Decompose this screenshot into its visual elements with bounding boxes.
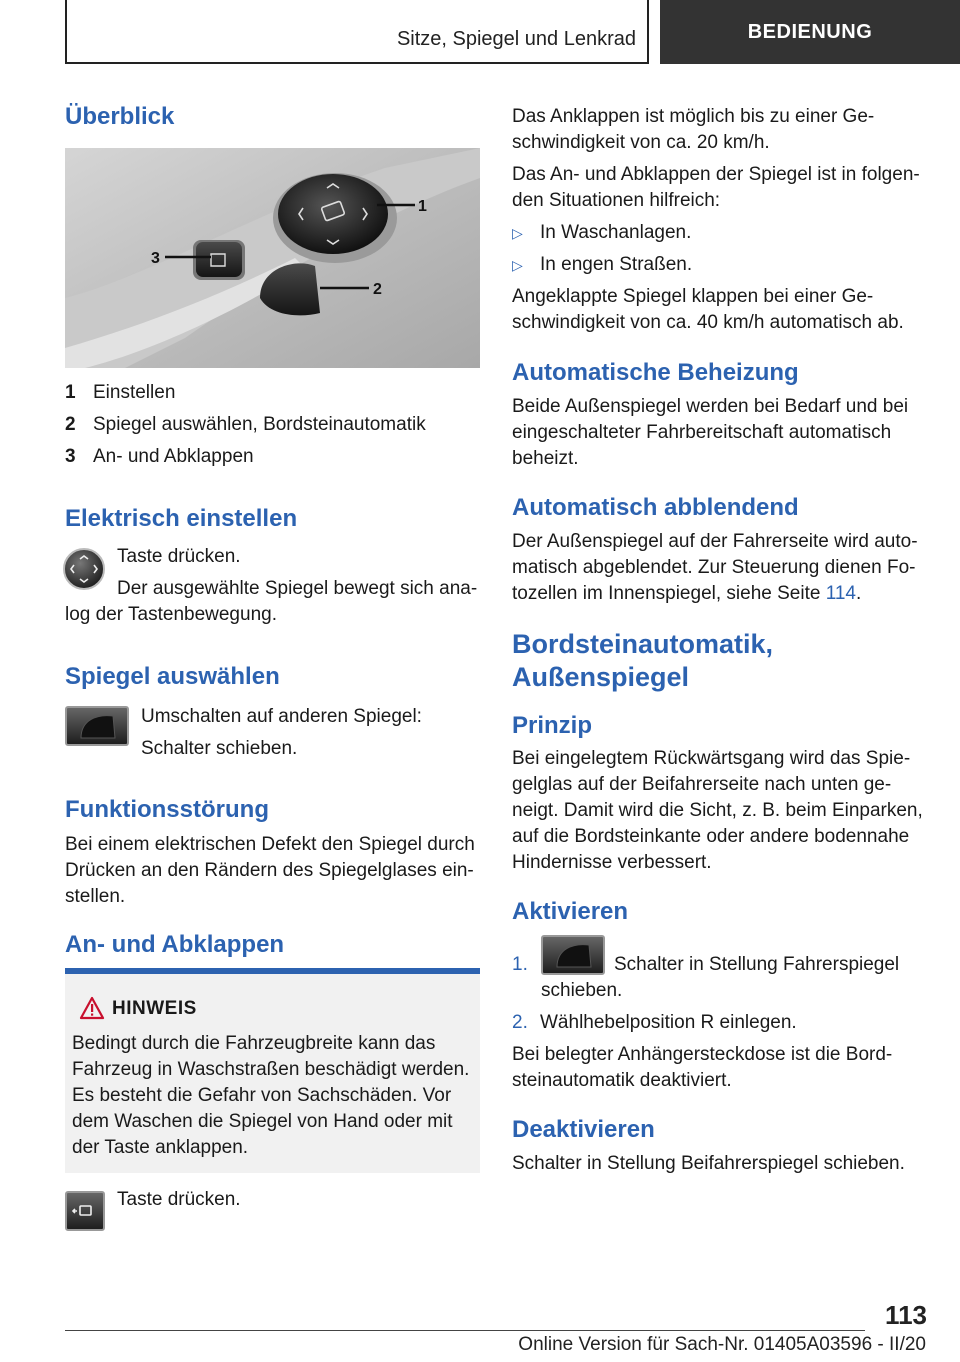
helpful-line: Das An- und Abklappen der Spiegel ist in folgen- xyxy=(512,164,920,185)
legend-item: 2 Spiegel auswählen, Bordsteinautomatik xyxy=(65,414,426,435)
helpful-line: den Situationen hilfreich: xyxy=(512,190,721,211)
notice-bar xyxy=(65,968,480,974)
principle-line: auf die Bordsteinkante oder andere bodennahe xyxy=(512,826,910,847)
photo-callout-1: 1 xyxy=(418,198,427,215)
principle-line: Hindernisse verbessert. xyxy=(512,852,712,873)
malfunction-line: stellen. xyxy=(65,886,126,907)
heading-activate: Aktivieren xyxy=(512,898,629,925)
legend-item: 3 An- und Abklappen xyxy=(65,446,254,467)
section-tab[interactable]: BEDIENUNG xyxy=(660,0,960,64)
heating-line: Beide Außenspiegel werden bei Bedarf und bei xyxy=(512,396,909,417)
page-reference-link[interactable]: 114 xyxy=(825,583,856,604)
mirror-switch-icon xyxy=(65,706,129,746)
heading-principle: Prinzip xyxy=(512,712,593,739)
dim-line: matisch abgeblendet. Zur Steuerung dienen Fo- xyxy=(512,557,916,578)
fold-text: Taste drücken. xyxy=(117,1189,241,1210)
step-1-text-cont: schieben. xyxy=(541,980,623,1001)
dim-line: Der Außenspiegel auf der Fahrerseite wird auto- xyxy=(512,531,918,552)
auto-fold-line: Angeklappte Spiegel klappen bei einer Ge- xyxy=(512,286,874,307)
heading-curb-automatic: Bordsteinautomatik, Außenspiegel xyxy=(512,629,774,692)
notice-line: dem Waschen die Spiegel von Hand oder mit xyxy=(72,1111,453,1132)
heating-line: eingeschalteter Fahrbereitschaft automatisch xyxy=(512,422,892,443)
warning-triangle-icon xyxy=(79,996,105,1020)
dim-line: tozellen im Innenspiegel, siehe Seite 114. xyxy=(512,583,862,604)
bullet-item: ▷ In engen Straßen. xyxy=(512,254,693,275)
heading-malfunction: Funktionsstörung xyxy=(65,796,269,823)
step-1-number: 1. xyxy=(512,954,528,975)
principle-line: gelglas auf der Beifahrerseite nach unten ge- xyxy=(512,774,892,795)
mirror-switch-icon xyxy=(541,935,605,975)
heading-heating: Automatische Beheizung xyxy=(512,359,799,386)
bullet-item: ▷ In Waschanlagen. xyxy=(512,222,692,243)
notice-line: Bedingt durch die Fahrzeugbreite kann das xyxy=(72,1033,436,1054)
photo-callout-2: 2 xyxy=(373,281,382,298)
header-rule-divider xyxy=(647,0,649,64)
intro-line: Das Anklappen ist möglich bis zu einer Ge- xyxy=(512,106,875,127)
heading-select-mirror: Spiegel auswählen xyxy=(65,663,280,690)
heading-deactivate: Deaktivieren xyxy=(512,1116,655,1143)
select-text-1: Umschalten auf anderen Spiegel: xyxy=(141,706,422,727)
heading-electric-adjust: Elektrisch einstellen xyxy=(65,505,298,532)
step-2: 2. Wählhebelposition R einlegen. xyxy=(512,1012,797,1033)
principle-line: neigt. Damit wird die Sicht, z. B. beim Einparken, xyxy=(512,800,923,821)
step-1-text: Schalter in Stellung Fahrerspiegel xyxy=(614,954,900,975)
intro-line: schwindigkeit von ca. 20 km/h. xyxy=(512,132,770,153)
electric-text-1: Taste drücken. xyxy=(117,546,241,567)
header-rule-left xyxy=(65,0,67,64)
chapter-title: Sitze, Spiegel und Lenkrad xyxy=(396,28,636,50)
footer-online-version: Online Version für Sach-Nr. 01405A03596 - II/20 xyxy=(518,1334,926,1355)
trailer-line: steinautomatik deaktiviert. xyxy=(512,1070,732,1091)
heading-auto-dim: Automatisch abblendend xyxy=(512,494,799,521)
heating-line: beheizt. xyxy=(512,448,579,469)
footer-rule xyxy=(65,1330,865,1331)
header-rule-bottom xyxy=(65,62,649,64)
electric-text-2b: log der Tastenbewegung. xyxy=(65,604,277,625)
notice-box xyxy=(65,968,480,1173)
malfunction-line: Drücken an den Rändern des Spiegelglases ein- xyxy=(65,860,474,881)
notice-line: Es besteht die Gefahr von Sachschäden. Vor xyxy=(72,1085,452,1106)
trailer-line: Bei belegter Anhängersteckdose ist die Bord- xyxy=(512,1044,893,1065)
heading-overview: Überblick xyxy=(65,103,175,130)
photo-callout-3: 3 xyxy=(151,250,160,267)
auto-fold-line: schwindigkeit von ca. 40 km/h automatisch ab. xyxy=(512,312,904,333)
heading-fold: An- und Abklappen xyxy=(65,931,285,958)
electric-text-2a: Der ausgewählte Spiegel bewegt sich ana- xyxy=(117,578,478,599)
mirror-control-photo xyxy=(65,148,480,368)
page-number: 113 xyxy=(885,1300,927,1330)
select-text-2: Schalter schieben. xyxy=(141,738,298,759)
fold-button-icon xyxy=(65,1191,105,1231)
deactivate-text: Schalter in Stellung Beifahrerspiegel schieben. xyxy=(512,1153,905,1174)
notice-line: der Taste anklappen. xyxy=(72,1137,249,1158)
legend-item: 1 Einstellen xyxy=(65,382,176,403)
malfunction-line: Bei einem elektrischen Defekt den Spiegel durch xyxy=(65,834,475,855)
principle-line: Bei eingelegtem Rückwärtsgang wird das Spie- xyxy=(512,748,911,769)
notice-label: HINWEIS xyxy=(112,998,197,1019)
adjust-knob-icon xyxy=(63,548,105,590)
notice-line: Fahrzeug in Waschstraßen beschädigt werden. xyxy=(72,1059,470,1080)
